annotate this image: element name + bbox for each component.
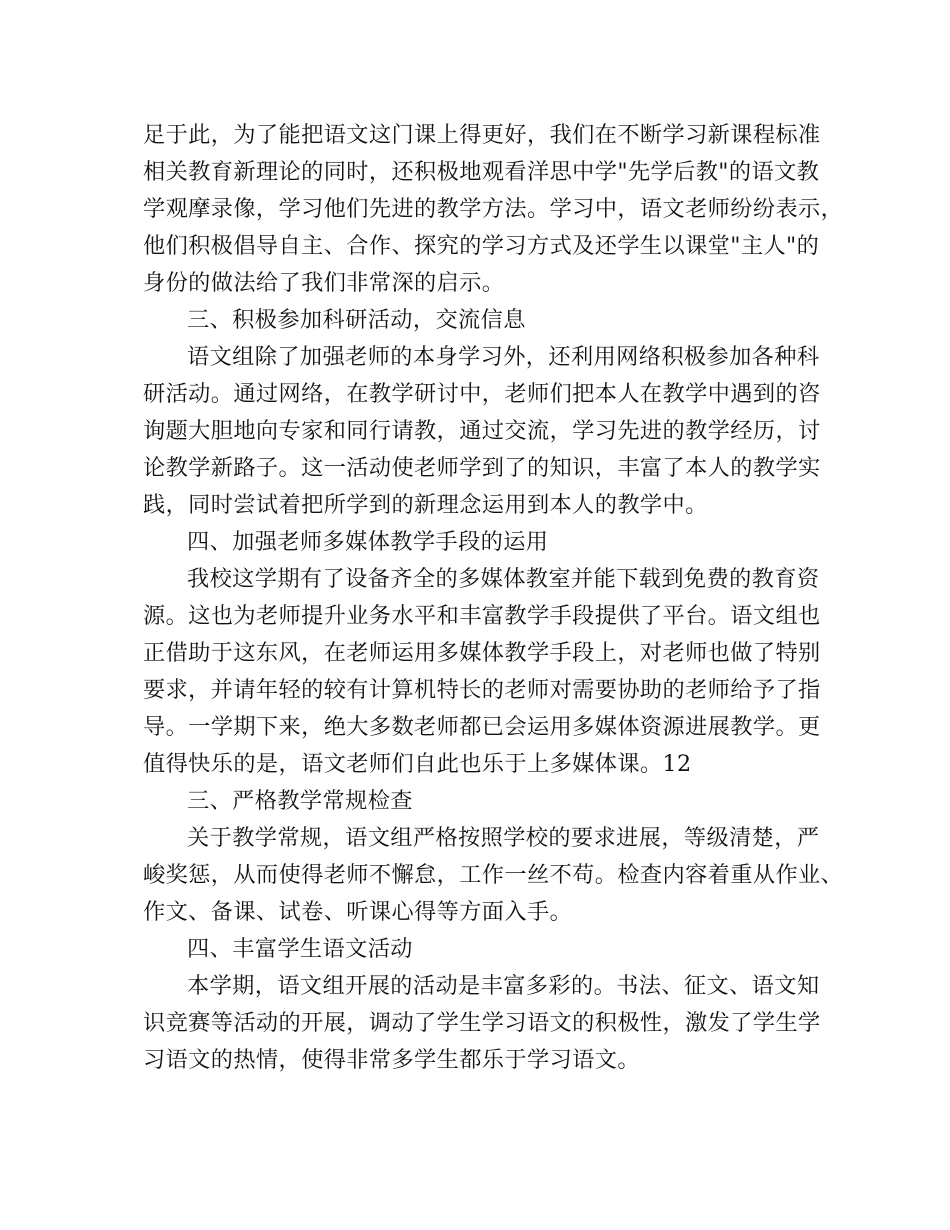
text-line: 习语文的热情，使得非常多学生都乐于学习语文。 [143,1047,640,1073]
text-line: 值得快乐的是，语文老师们自此也乐于上多媒体课。12 [143,751,692,777]
paragraph [143,968,821,1079]
text-line: 我校这学期有了设备齐全的多媒体教室并能下载到免费的教育资 [187,566,820,592]
text-line: 足于此，为了能把语文这门课上得更好，我们在不断学习新课程标准 [143,122,821,148]
text-line: 学观摩录像，学习他们先进的教学方法。学习中，语文老师纷纷表示， [143,196,844,222]
text-line: 论教学新路子。这一活动使老师学到了的知识，丰富了本人的教学实 [143,455,821,481]
paragraph-continued [143,117,844,302]
paragraph [143,820,844,931]
text-line: 践，同时尝试着把所学到的新理念运用到本人的教学中。 [143,492,708,518]
section-heading: 四、加强老师多媒体教学手段的运用 [187,529,549,555]
text-line: 身份的做法给了我们非常深的启示。 [143,270,505,296]
text-line: 峻奖惩，从而使得老师不懈怠，工作一丝不苟。检查内容着重从作业、 [143,862,844,888]
text-line: 相关教育新理论的同时，还积极地观看洋思中学"先学后教"的语文教 [143,159,820,185]
text-line: 询题大胆地向专家和同行请教，通过交流，学习先进的教学经历，讨 [143,418,821,444]
section-heading: 三、严格教学常规检查 [187,788,413,814]
document-body [143,117,844,1079]
text-line: 本学期，语文组开展的活动是丰富多彩的。书法、征文、语文知 [187,973,820,999]
section-heading: 三、积极参加科研活动，交流信息 [187,307,526,333]
paragraph [143,561,821,783]
text-line: 他们积极倡导自主、合作、探究的学习方式及还学生以课堂"主人"的 [143,233,820,259]
paragraph [143,339,821,524]
text-line: 识竞赛等活动的开展，调动了学生学习语文的积极性，激发了学生学 [143,1010,821,1036]
text-line: 要求，并请年轻的较有计算机特长的老师对需要协助的老师给予了指 [143,677,821,703]
text-line: 研活动。通过网络，在教学研讨中，老师们把本人在教学中遇到的咨 [143,381,821,407]
text-line: 正借助于这东风，在老师运用多媒体教学手段上，对老师也做了特别 [143,640,821,666]
section-heading: 四、丰富学生语文活动 [187,936,413,962]
text-line: 关于教学常规，语文组严格按照学校的要求进展，等级清楚，严 [187,825,820,851]
text-line: 源。这也为老师提升业务水平和丰富教学手段提供了平台。语文组也 [143,603,821,629]
text-line: 导。一学期下来，绝大多数老师都已会运用多媒体资源进展教学。更 [143,714,821,740]
text-line: 作文、备课、试卷、听课心得等方面入手。 [143,899,573,925]
text-line: 语文组除了加强老师的本身学习外，还利用网络积极参加各种科 [187,344,820,370]
